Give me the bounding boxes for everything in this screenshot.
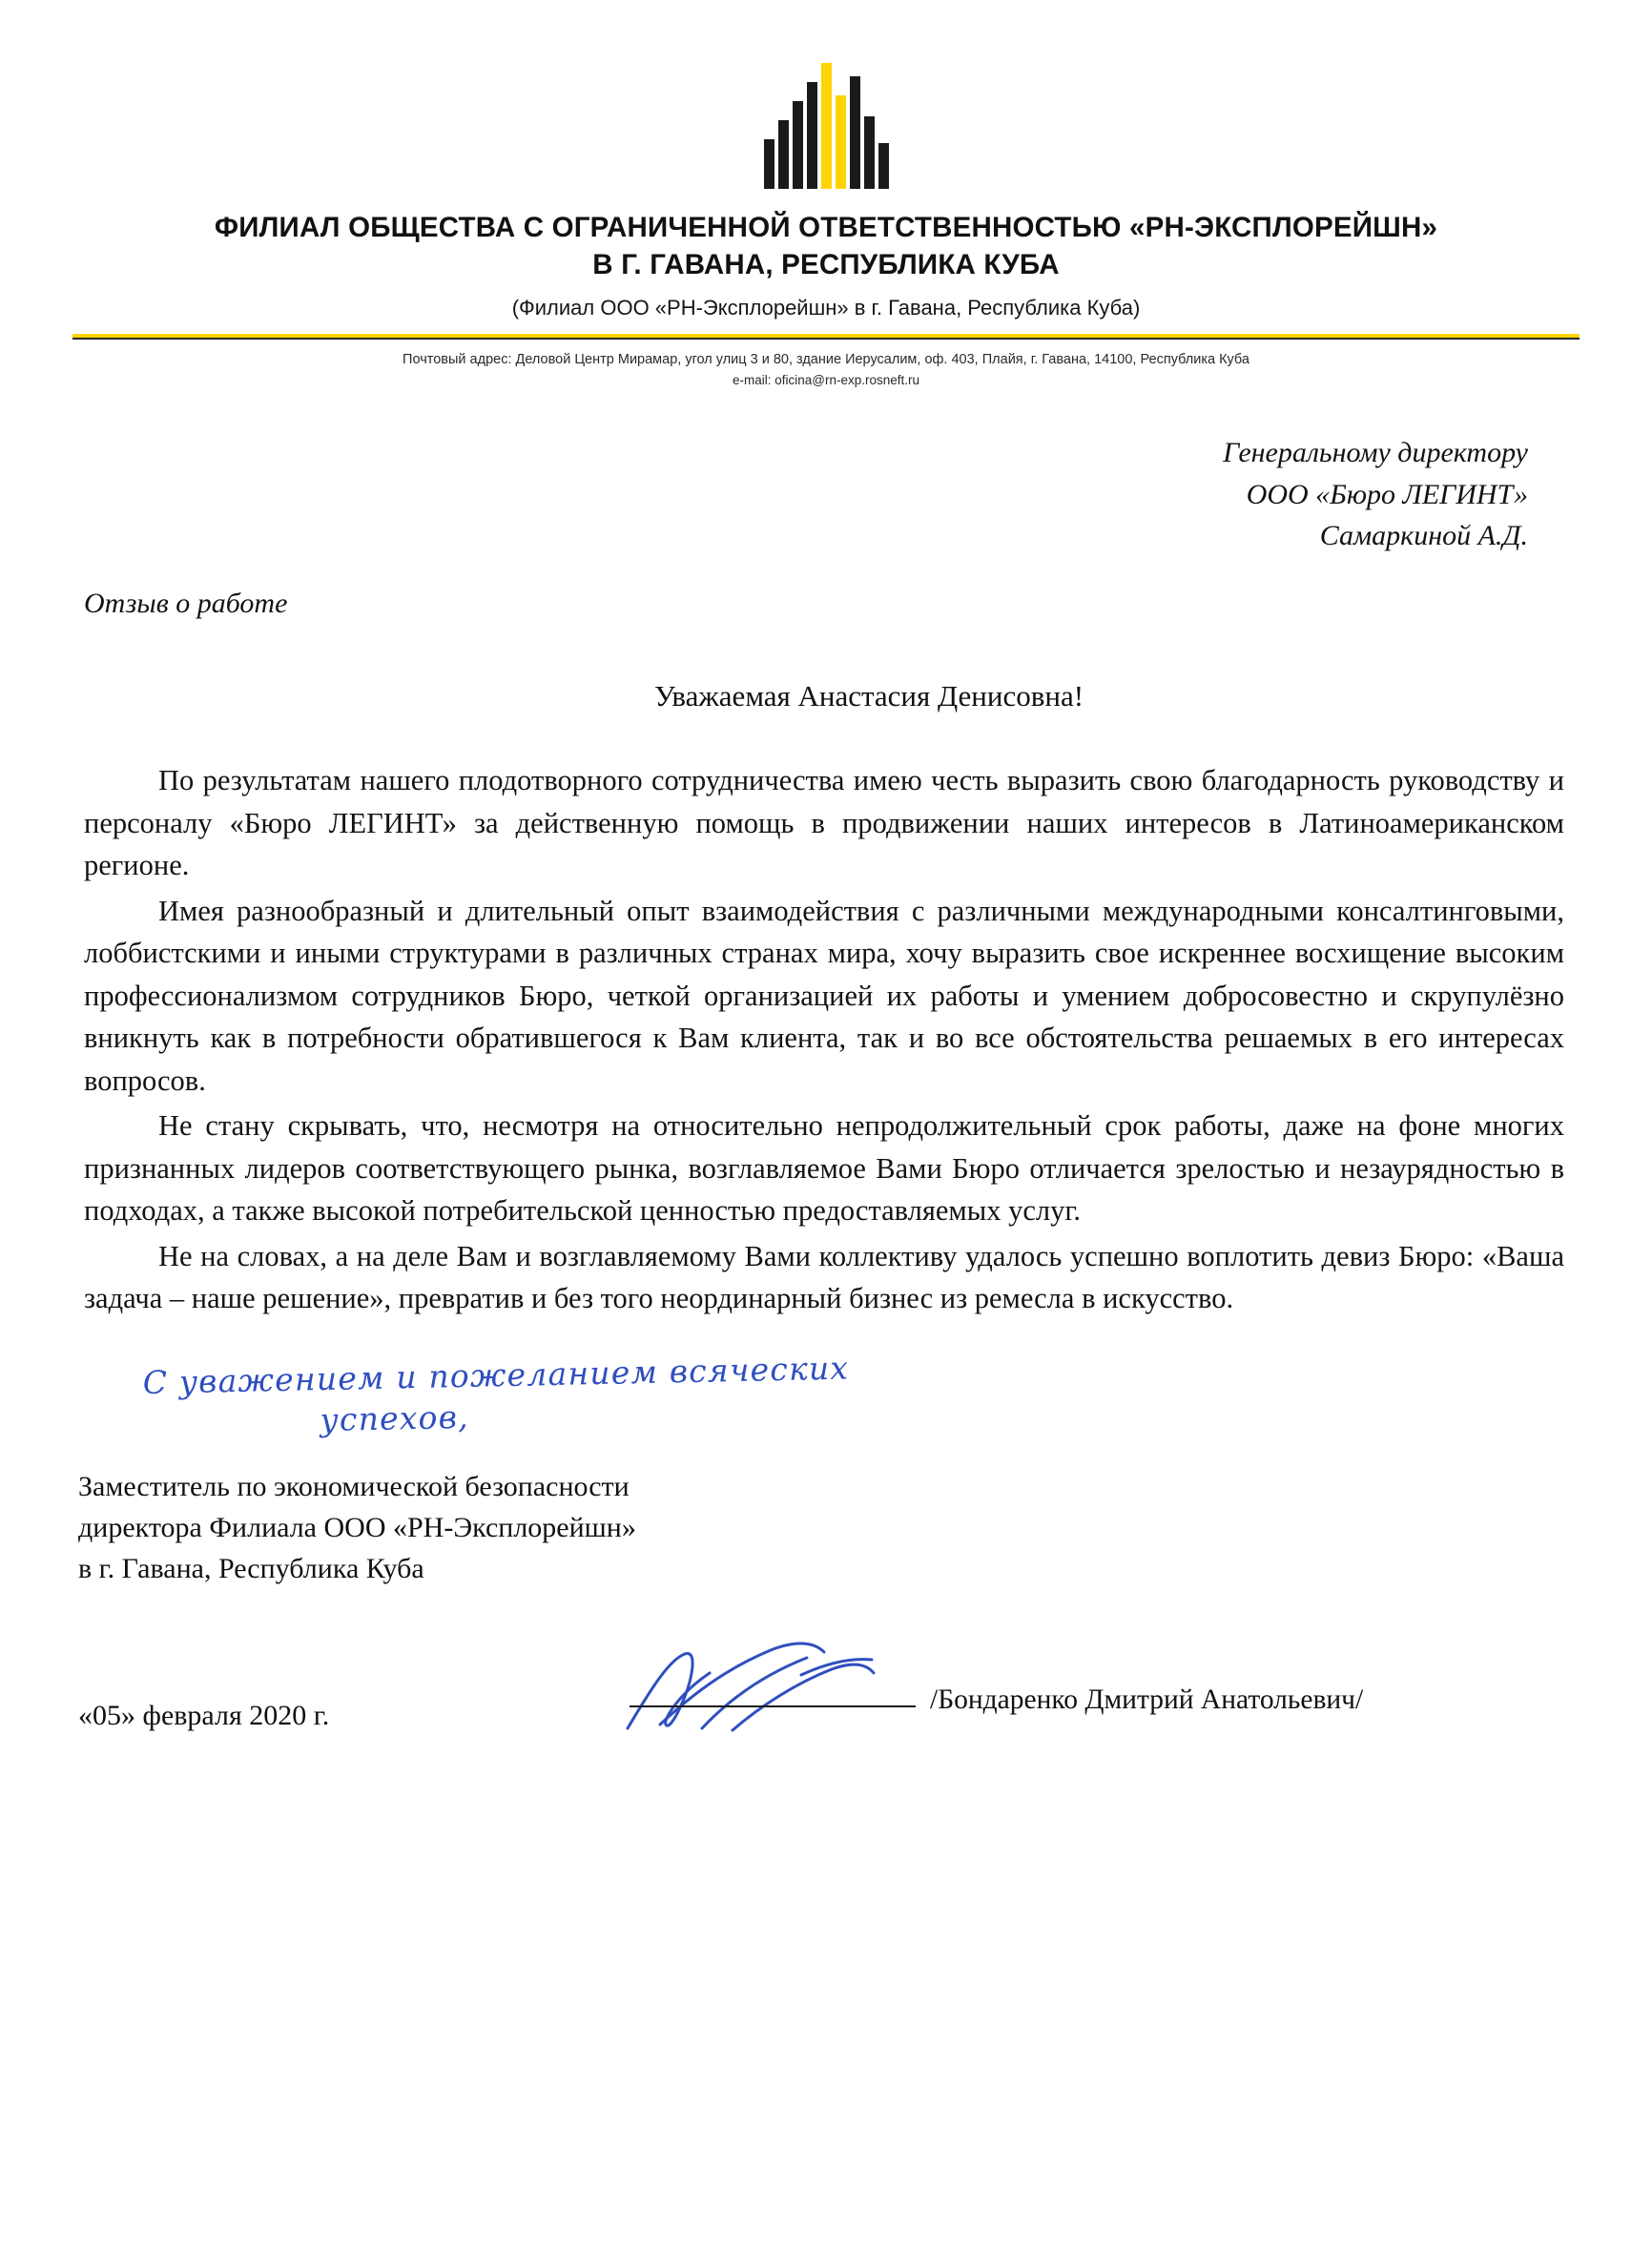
addressee-block (0, 432, 1652, 557)
handwritten-signature-icon (610, 1637, 935, 1742)
signer-name: /Бондаренко Дмитрий Анатольевич/ (930, 1684, 1364, 1716)
logo-wrap (0, 55, 1652, 189)
signature-row (0, 1635, 1652, 1759)
document-date: «05» февраля 2020 г. (78, 1700, 330, 1732)
handwritten-closing-line-1: С уважением и пожеланием всяческих (142, 1349, 850, 1401)
organization-subtitle: (Филиал ООО «РН-Эксплорейшн» в г. Гавана, Республика Куба) (511, 295, 1141, 320)
signature-line (630, 1705, 916, 1707)
letterhead-address-block (0, 350, 1652, 390)
salutation: Уважаемая Анастасия Денисовна! (653, 679, 1084, 713)
rosneft-logo-icon (764, 63, 888, 189)
letter-body (0, 759, 1652, 1320)
subject-line: Отзыв о работе (84, 588, 288, 620)
letterhead (0, 0, 1652, 390)
signer-position (0, 1467, 1652, 1589)
handwritten-closing (0, 1332, 1652, 1447)
addressee-line-2: ООО «Бюро ЛЕГИНТ» (1246, 478, 1528, 510)
organization-name (0, 210, 1652, 284)
addressee-line-3: Самаркиной А.Д. (1319, 520, 1528, 552)
signer-position-line-1: Заместитель по экономической безопасности (78, 1471, 630, 1503)
handwritten-closing-line-2: успехов, (320, 1398, 470, 1439)
body-paragraph: Не на словах, а на деле Вам и возглавляемому Вами коллективу удалось успешно воплотить девиз Бюро: «Ваша задача – наше решение», превратив и без того неординарный бизнес из ремесла в искусство. (84, 1239, 1564, 1315)
signer-position-line-3: в г. Гавана, Республика Куба (78, 1552, 424, 1584)
body-paragraph: По результатам нашего плодотворного сотрудничества имею честь выразить свою благодарность руководству и персоналу «Бюро ЛЕГИНТ» за действенную помощь в продвижении наших интересов в Латиноамериканском регионе. (84, 764, 1564, 882)
organization-name-line1: ФИЛИАЛ ОБЩЕСТВА С ОГРАНИЧЕННОЙ ОТВЕТСТВЕННОСТЬЮ «РН-ЭКСПЛОРЕЙШН» (214, 212, 1438, 243)
body-paragraph: Имея разнообразный и длительный опыт взаимодействия с различными международными консалтинговыми, лоббистскими и иными структурами в различных странах мира, хочу выразить свое искреннее восхищение высоким профессионализмом сотрудников Бюро, четкой организацией их работы и умением добросовестно и скрупулёзно вникнуть как в потребности обратившегося к Вам клиента, так и во все обстоятельства решаемых в его интересах вопросов. (84, 894, 1564, 1097)
body-paragraph: Не стану скрывать, что, несмотря на относительно непродолжительный срок работы, даже на фоне многих признанных лидеров соответствующего рынка, возглавляемое Вами Бюро отличается зрелостью и незаурядностью в подходах, а также высокой потребительской ценностью предоставляемых услуг. (84, 1109, 1564, 1228)
letterhead-divider (72, 334, 1580, 339)
organization-name-line2: В Г. ГАВАНА, РЕСПУБЛИКА КУБА (592, 248, 1060, 280)
email-address: e-mail: oficina@rn-exp.rosneft.ru (732, 372, 920, 387)
addressee-line-1: Генеральному директору (1223, 436, 1528, 468)
signer-position-line-2: директора Филиала ООО «РН-Эксплорейшн» (78, 1512, 636, 1544)
postal-address: Почтовый адрес: Деловой Центр Мирамар, угол улиц 3 и 80, здание Иерусалим, оф. 403, Плайя, г. Гавана, 14100, Республика Куба (403, 351, 1249, 367)
